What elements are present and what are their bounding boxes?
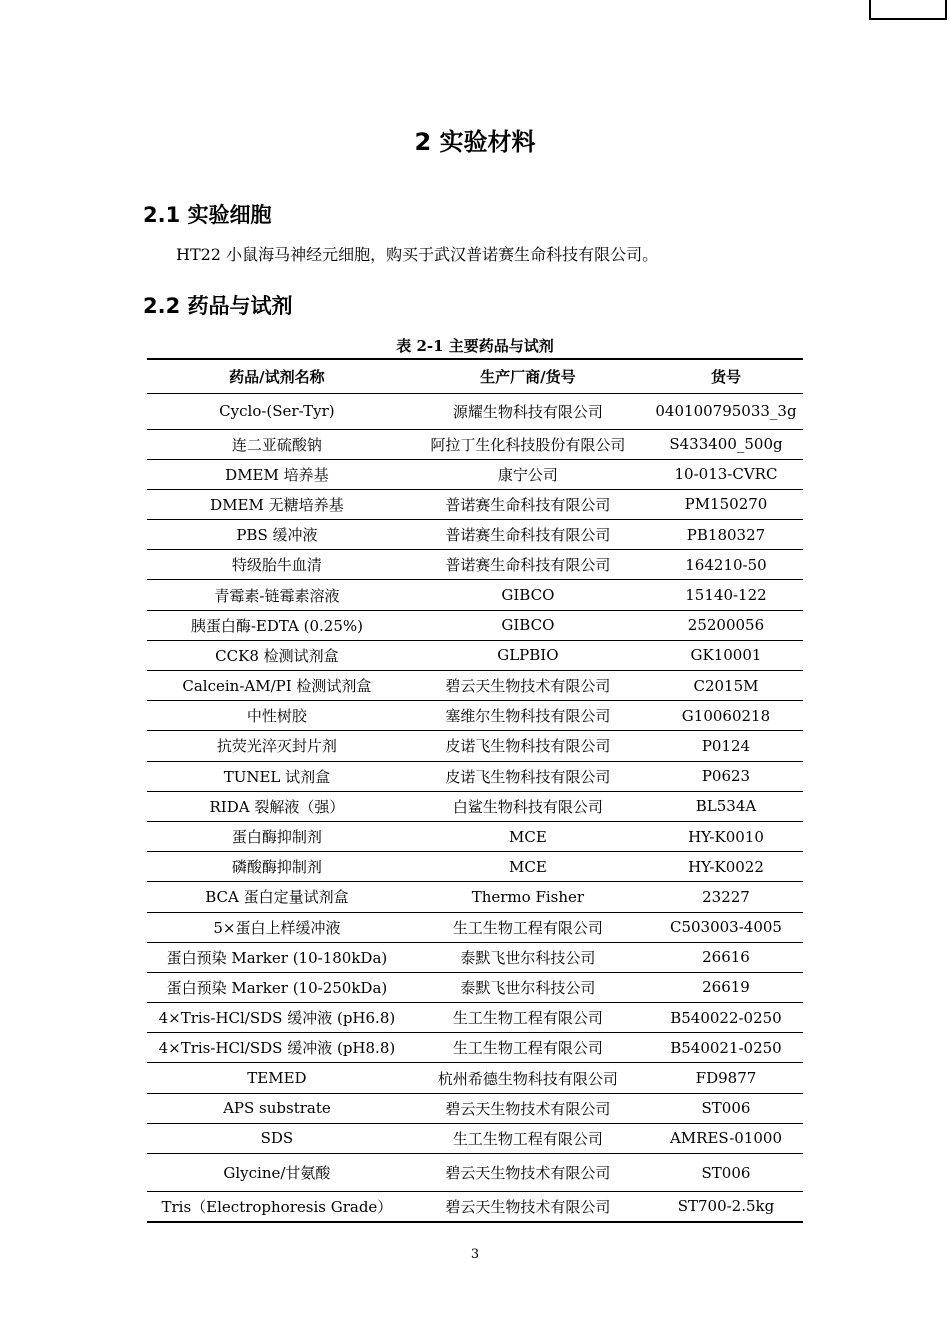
cell-catalog: BL534A <box>649 791 803 821</box>
cell-name: 中性树胶 <box>147 701 407 731</box>
table-row <box>147 671 803 701</box>
cell-catalog: C503003-4005 <box>649 912 803 942</box>
cell-catalog: 10-013-CVRC <box>649 459 803 489</box>
cell-catalog: B540021-0250 <box>649 1033 803 1063</box>
cell-name: DMEM 无糖培养基 <box>147 489 407 519</box>
table-row <box>147 393 803 429</box>
header-name: 药品/试剂名称 <box>147 359 407 393</box>
cell-name: APS substrate <box>147 1093 407 1123</box>
cell-manufacturer: 碧云天生物技术有限公司 <box>407 1154 649 1192</box>
cell-manufacturer: 碧云天生物技术有限公司 <box>407 1093 649 1123</box>
cell-catalog: AMRES-01000 <box>649 1123 803 1153</box>
cell-catalog: PB180327 <box>649 520 803 550</box>
table-row <box>147 1003 803 1033</box>
cell-manufacturer: MCE <box>407 852 649 882</box>
cell-manufacturer: 生工生物工程有限公司 <box>407 1033 649 1063</box>
cell-name: 蛋白酶抑制剂 <box>147 821 407 851</box>
cell-name: 5×蛋白上样缓冲液 <box>147 912 407 942</box>
cell-catalog: HY-K0022 <box>649 852 803 882</box>
table-row <box>147 821 803 851</box>
table-row <box>147 701 803 731</box>
table-row <box>147 459 803 489</box>
cell-manufacturer: 阿拉丁生化科技股份有限公司 <box>407 429 649 459</box>
cell-manufacturer: 生工生物工程有限公司 <box>407 1003 649 1033</box>
table-row <box>147 942 803 972</box>
header-catalog: 货号 <box>649 359 803 393</box>
cell-manufacturer: 普诺赛生命科技有限公司 <box>407 489 649 519</box>
cell-catalog: ST006 <box>649 1093 803 1123</box>
cell-manufacturer: 杭州希德生物科技有限公司 <box>407 1063 649 1093</box>
cell-catalog: PM150270 <box>649 489 803 519</box>
cell-catalog: ST700-2.5kg <box>649 1192 803 1222</box>
table-row <box>147 791 803 821</box>
cell-name: 蛋白预染 Marker (10-180kDa) <box>147 942 407 972</box>
table-row <box>147 580 803 610</box>
cell-name: DMEM 培养基 <box>147 459 407 489</box>
table-row <box>147 520 803 550</box>
cell-name: 4×Tris-HCl/SDS 缓冲液 (pH6.8) <box>147 1003 407 1033</box>
cell-name: 蛋白预染 Marker (10-250kDa) <box>147 972 407 1002</box>
table-header-row <box>147 359 803 393</box>
cell-catalog: GK10001 <box>649 640 803 670</box>
table-row <box>147 852 803 882</box>
cell-name: 4×Tris-HCl/SDS 缓冲液 (pH8.8) <box>147 1033 407 1063</box>
cell-manufacturer: GIBCO <box>407 610 649 640</box>
cell-catalog: 26616 <box>649 942 803 972</box>
cell-name: 特级胎牛血清 <box>147 550 407 580</box>
cell-name: SDS <box>147 1123 407 1153</box>
cell-name: 抗荧光淬灭封片剂 <box>147 731 407 761</box>
cell-catalog: HY-K0010 <box>649 821 803 851</box>
cell-name: TEMED <box>147 1063 407 1093</box>
cell-manufacturer: 碧云天生物技术有限公司 <box>407 1192 649 1222</box>
table-row <box>147 761 803 791</box>
table-row <box>147 550 803 580</box>
cell-manufacturer: 皮诺飞生物科技有限公司 <box>407 731 649 761</box>
cell-manufacturer: 普诺赛生命科技有限公司 <box>407 520 649 550</box>
cell-catalog: 25200056 <box>649 610 803 640</box>
cell-manufacturer: 碧云天生物技术有限公司 <box>407 671 649 701</box>
cell-catalog: ST006 <box>649 1154 803 1192</box>
cell-name: 连二亚硫酸钠 <box>147 429 407 459</box>
cell-manufacturer: 泰默飞世尔科技公司 <box>407 942 649 972</box>
cell-manufacturer: 塞维尔生物科技有限公司 <box>407 701 649 731</box>
cell-manufacturer: 皮诺飞生物科技有限公司 <box>407 761 649 791</box>
table-row <box>147 489 803 519</box>
table-row <box>147 1093 803 1123</box>
cell-manufacturer: 源耀生物科技有限公司 <box>407 393 649 429</box>
cell-name: TUNEL 试剂盒 <box>147 761 407 791</box>
section-title-reagents: 2.2 药品与试剂 <box>143 294 293 318</box>
header-manufacturer: 生产厂商/货号 <box>407 359 649 393</box>
cell-name: Glycine/甘氨酸 <box>147 1154 407 1192</box>
table-row <box>147 1192 803 1222</box>
table-row <box>147 972 803 1002</box>
cell-catalog: 040100795033_3g <box>649 393 803 429</box>
page-number: 3 <box>470 1247 480 1262</box>
cell-catalog: P0623 <box>649 761 803 791</box>
table-body <box>147 393 803 1222</box>
table-row <box>147 1063 803 1093</box>
cell-name: 青霉素-链霉素溶液 <box>147 580 407 610</box>
cell-catalog: 23227 <box>649 882 803 912</box>
chapter-title: 2 实验材料 <box>414 128 536 156</box>
cell-manufacturer: MCE <box>407 821 649 851</box>
cell-catalog: P0124 <box>649 731 803 761</box>
cell-catalog: FD9877 <box>649 1063 803 1093</box>
table-caption: 表 2-1 主要药品与试剂 <box>396 337 554 355</box>
cell-paragraph: HT22 小鼠海马神经元细胞，购买于武汉普诺赛生命科技有限公司。 <box>176 245 659 264</box>
table-row <box>147 429 803 459</box>
cell-manufacturer: 普诺赛生命科技有限公司 <box>407 550 649 580</box>
cell-catalog: S433400_500g <box>649 429 803 459</box>
cell-catalog: C2015M <box>649 671 803 701</box>
cell-manufacturer: GLPBIO <box>407 640 649 670</box>
table-row <box>147 912 803 942</box>
table-row <box>147 1033 803 1063</box>
cell-catalog: 26619 <box>649 972 803 1002</box>
reagents-table <box>147 358 803 1223</box>
table-row <box>147 731 803 761</box>
cell-manufacturer: 白鲨生物科技有限公司 <box>407 791 649 821</box>
table-row <box>147 1154 803 1192</box>
table-row <box>147 882 803 912</box>
table-row <box>147 610 803 640</box>
table-row <box>147 1123 803 1153</box>
cell-catalog: 15140-122 <box>649 580 803 610</box>
cell-manufacturer: GIBCO <box>407 580 649 610</box>
cell-manufacturer: Thermo Fisher <box>407 882 649 912</box>
cell-name: Cyclo-(Ser-Tyr) <box>147 393 407 429</box>
cell-manufacturer: 泰默飞世尔科技公司 <box>407 972 649 1002</box>
cell-name: Calcein-AM/PI 检测试剂盒 <box>147 671 407 701</box>
cell-catalog: 164210-50 <box>649 550 803 580</box>
cell-name: PBS 缓冲液 <box>147 520 407 550</box>
section-title-cells: 2.1 实验细胞 <box>143 203 272 227</box>
cell-manufacturer: 生工生物工程有限公司 <box>407 912 649 942</box>
cell-name: Tris（Electrophoresis Grade） <box>147 1192 407 1222</box>
cell-name: 磷酸酶抑制剂 <box>147 852 407 882</box>
page-corner-box <box>869 0 947 20</box>
cell-catalog: G10060218 <box>649 701 803 731</box>
cell-manufacturer: 生工生物工程有限公司 <box>407 1123 649 1153</box>
table-row <box>147 640 803 670</box>
cell-catalog: B540022-0250 <box>649 1003 803 1033</box>
cell-name: 胰蛋白酶-EDTA (0.25%) <box>147 610 407 640</box>
cell-name: RIDA 裂解液（强） <box>147 791 407 821</box>
cell-name: CCK8 检测试剂盒 <box>147 640 407 670</box>
cell-name: BCA 蛋白定量试剂盒 <box>147 882 407 912</box>
cell-manufacturer: 康宁公司 <box>407 459 649 489</box>
